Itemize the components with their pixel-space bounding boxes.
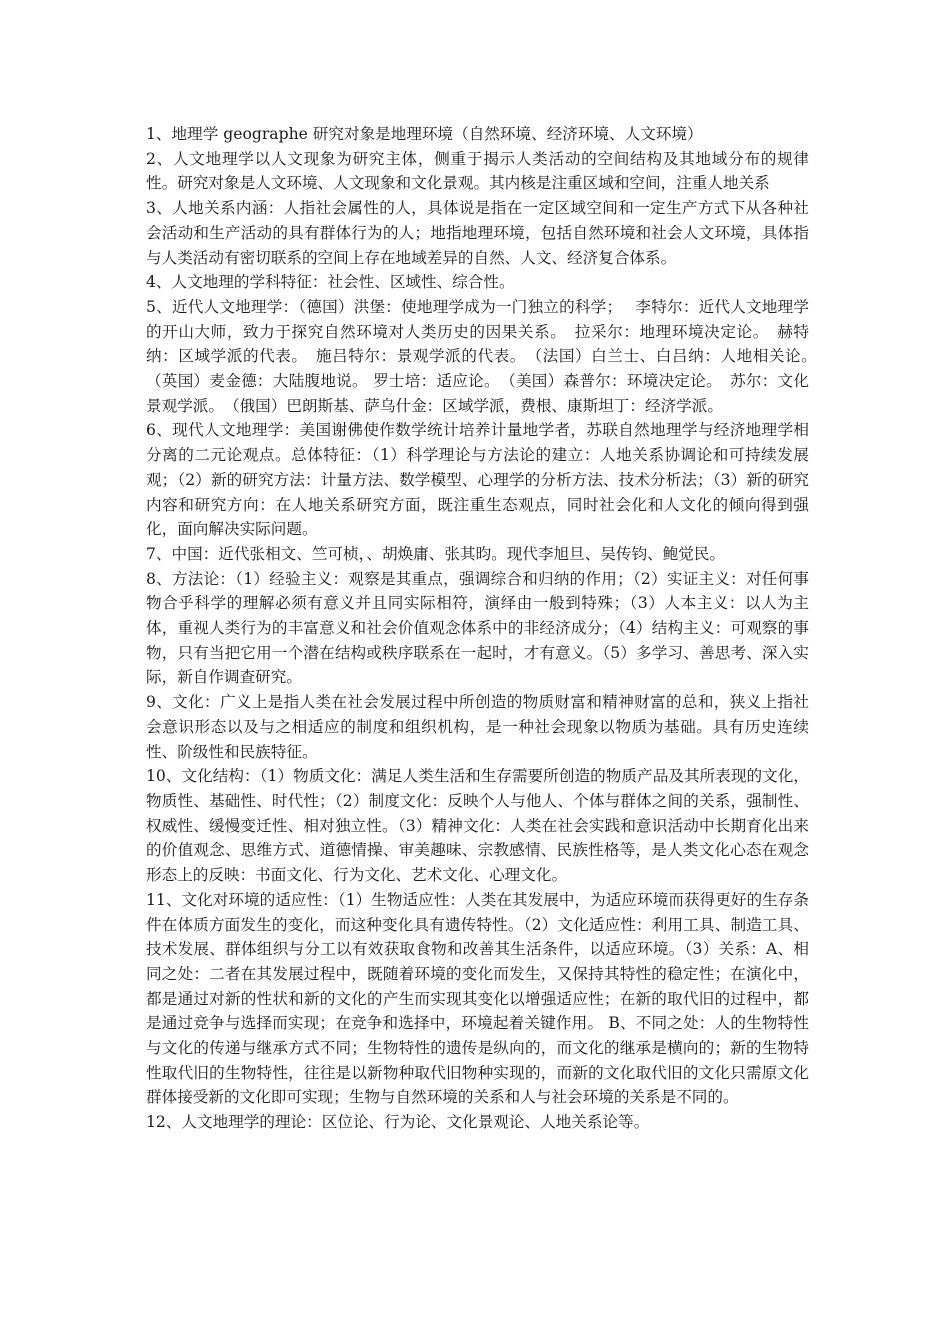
paragraph-12: 12、人文地理学的理论：区位论、行为论、文化景观论、人地关系论等。	[146, 1113, 650, 1132]
document-body	[146, 122, 825, 1135]
paragraph-8: 8、方法论：（1）经验主义：观察是其重点，强调综合和归纳的作用；（2）实证主义：对任何事物合乎科学的理解必须有意义并且同实际相符，演绎由一般到特殊；（3）人本主义：以人为主体，重视人类行为的丰富意义和社会价值观念体系中的非经济成分；（4）结构主义：可观察的事物，只有当把它用一个潜在结构或秩序联系在一起时，才有意义。（5）多学习、善思考、深入实际，新自作调查研究。	[146, 569, 809, 687]
paragraph-9: 9、文化：广义上是指人类在社会发展过程中所创造的物质财富和精神财富的总和，狭义上指社会意识形态以及与之相适应的制度和组织机构，是一种社会现象以物质为基础。具有历史连续性、阶级性和民族特征。	[146, 693, 809, 761]
paragraph-7: 7、中国：近代张相文、竺可桢，、胡焕庸、张其昀。现代李旭旦、吴传钧、鲍觉民。	[146, 544, 726, 563]
paragraph-1: 1、地理学 geographe 研究对象是地理环境（自然环境、经济环境、人文环境）	[146, 125, 703, 143]
paragraph-5: 5、近代人文地理学：（德国）洪堡：使地理学成为一门独立的科学； 李特尔：近代人文地理学的开山大师，致力于探究自然环境对人类历史的因果关系。 拉采尔：地理环境决定论。 赫特纳：区域学派的代表。 施吕特尔：景观学派的代表。 （法国）白兰士、白吕纳：人地相关论。 （英国）麦金德：大陆腹地说。 罗士培：适应论。 （美国）森普尔：环境决定论。 苏尔：文化景观学派。 （俄国）巴朗斯基、萨乌什金：区域学派，费根、康斯坦丁：经济学派。	[146, 297, 825, 415]
paragraph-6: 6、现代人文地理学：美国谢佛使作数学统计培养计量地学者，苏联自然地理学与经济地理学相分离的二元论观点。总体特征：（1）科学理论与方法论的建立：人地关系协调论和可持续发展观；（2）新的研究方法：计量方法、数学模型、心理学的分析方法、技术分析法；（3）新的研究内容和研究方向：在人地关系研究方面，既注重生态观点，同时社会化和人文化的倾向得到强化，面向解决实际问题。	[146, 421, 809, 539]
paragraph-4: 4、人文地理的学科特征：社会性、区域性、综合性。	[146, 273, 515, 292]
paragraph-11: 11、文化对环境的适应性：（1）生物适应性：人类在其发展中，为适应环境而获得更好的生存条件在体质方面发生的变化，而这种变化具有遗传特性。（2）文化适应性：利用工具、制造工具、技术发展、群体组织与分工以有效获取食物和改善其生活条件，以适应环境。（3）关系：A、相同之处：二者在其发展过程中，既随着环境的变化而发生，又保持其特性的稳定性；在演化中，都是通过对新的性状和新的文化的产生而实现其变化以增强适应性；在新的取代旧的过程中，都是通过竞争与选择而实现；在竞争和选择中，环境起着关键作用。 B、不同之处：人的生物特性与文化的传递与继承方式不同；生物特性的遗传是纵向的，而文化的继承是横向的；新的生物特性取代旧的生物特性，往往是以新物种取代旧物种实现的，而新的文化取代旧的文化只需原文化群体接受新的文化即可实现；生物与自然环境的关系和人与社会环境的关系是不同的。	[146, 890, 809, 1107]
paragraph-3: 3、人地关系内涵：人指社会属性的人，具体说是指在一定区域空间和一定生产方式下从各种社会活动和生产活动的具有群体行为的人；地指地理环境，包括自然环境和社会人文环境，具体指与人类活动有密切联系的空间上存在地域差异的自然、人文、经济复合体系。	[146, 199, 809, 267]
paragraph-2: 2、人文地理学以人文现象为研究主体，侧重于揭示人类活动的空间结构及其地域分布的规律性。研究对象是人文环境、人文现象和文化景观。其内核是注重区域和空间，注重人地关系	[146, 149, 809, 193]
paragraph-10: 10、文化结构：（1）物质文化：满足人类生活和生存需要所创造的物质产品及其所表现的文化，物质性、基础性、时代性；（2）制度文化：反映个人与他人、个体与群体之间的关系，强制性、权威性、缓慢变迁性、相对独立性。（3）精神文化：人类在社会实践和意识活动中长期育化出来的价值观念、思维方式、道德情操、审美趣味、宗教感情、民族性格等，是人类文化心态在观念形态上的反映：书面文化、行为文化、艺术文化、心理文化。	[146, 767, 809, 885]
